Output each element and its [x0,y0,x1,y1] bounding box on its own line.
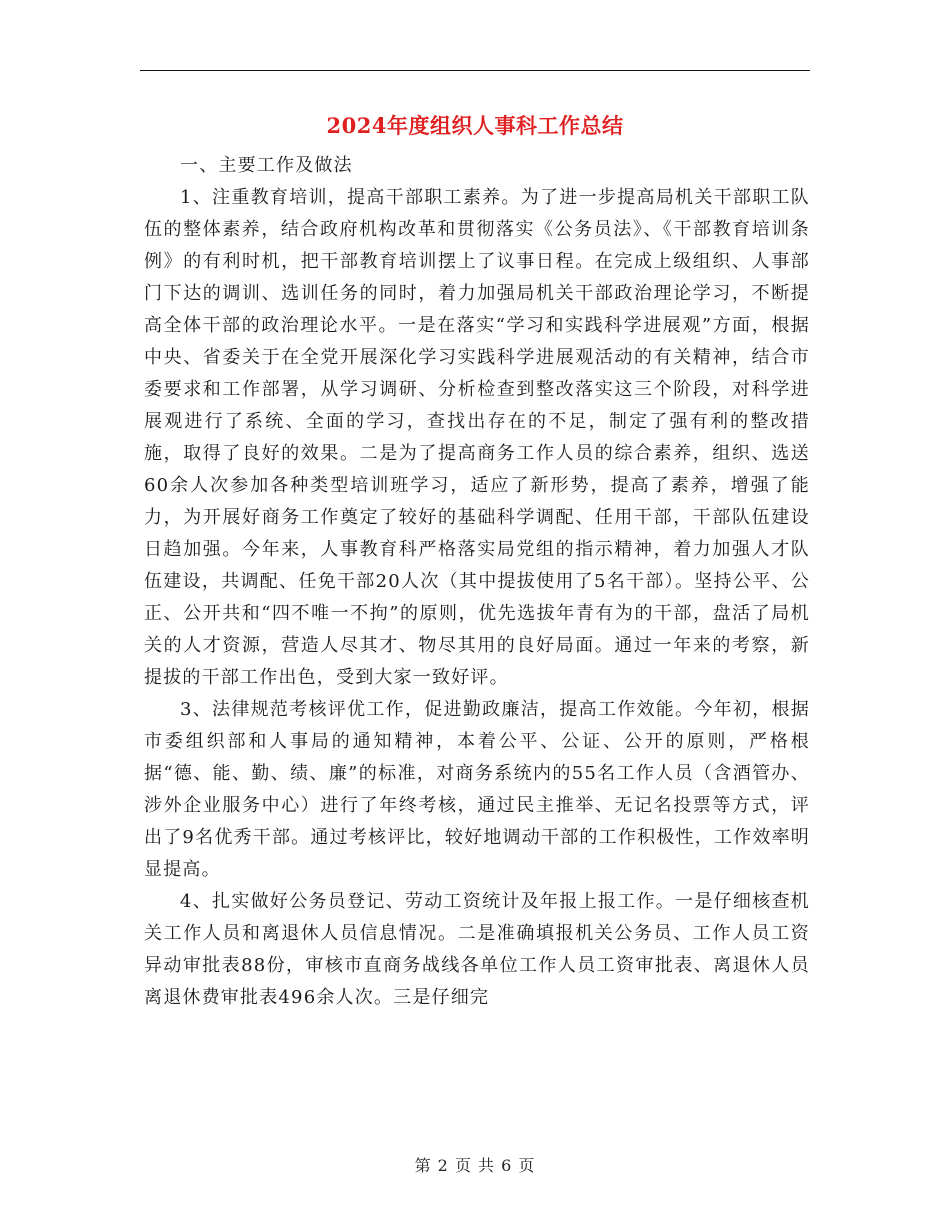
paragraph-1: 1、注重教育培训，提高干部职工素养。为了进一步提高局机关干部职工队伍的整体素养，结合政府机构改革和贯彻落实《公务员法》、《干部教育培训条例》的有利时机，把干部教育培训摆上了议事日程。在完成上级组织、人事部门下达的调训、选训任务的同时，着力加强局机关干部政治理论学习，不断提高全体干部的政治理论水平。一是在落实“学习和实践科学进展观”方面，根据中央、省委关于在全党开展深化学习实践科学进展观活动的有关精神，结合市委要求和工作部署，从学习调研、分析检查到整改落实这三个阶段，对科学进展观进行了系统、全面的学习，查找出存在的不足，制定了强有利的整改措施，取得了良好的效果。二是为了提高商务工作人员的综合素养，组织、选送60余人次参加各种类型培训班学习，适应了新形势，提高了素养，增强了能力，为开展好商务工作奠定了较好的基础科学调配、任用干部，干部队伍建设日趋加强。今年来，人事教育科严格落实局党组的指示精神，着力加强人才队伍建设，共调配、任免干部20人次（其中提拔使用了5名干部）。坚持公平、公正、公开共和“四不唯一不拘”的原则，优先选拔年青有为的干部，盘活了局机关的人才资源，营造人尽其才、物尽其用的良好局面。通过一年来的考察，新提拔的干部工作出色，受到大家一致好评。 [144,187,810,688]
section-heading: 一、主要工作及做法 [180,155,353,176]
paragraph-4: 4、扎实做好公务员登记、劳动工资统计及年报上报工作。一是仔细核查机关工作人员和离退休人员信息情况。二是准确填报机关公务员、工作人员工资异动审批表88份，审核市直商务战线各单位工作人员工资审批表、离退休人员离退休费审批表496余人次。三是仔细完 [144,891,810,1008]
header-rule [140,70,810,71]
paragraph-3: 3、法律规范考核评优工作，促进勤政廉洁，提高工作效能。今年初，根据市委组织部和人事局的通知精神，本着公平、公证、公开的原则，严格根据“德、能、勤、绩、廉”的标准，对商务系统内的55名工作人员（含酒管办、涉外企业服务中心）进行了年终考核，通过民主推举、无记名投票等方式，评出了9名优秀干部。通过考核评比，较好地调动干部的工作积极性，工作效率明显提高。 [144,699,810,880]
page-footer: 第 2 页 共 6 页 [414,1156,536,1175]
document-body [144,150,810,1014]
document-title: 2024年度组织人事科工作总结 [326,113,624,138]
